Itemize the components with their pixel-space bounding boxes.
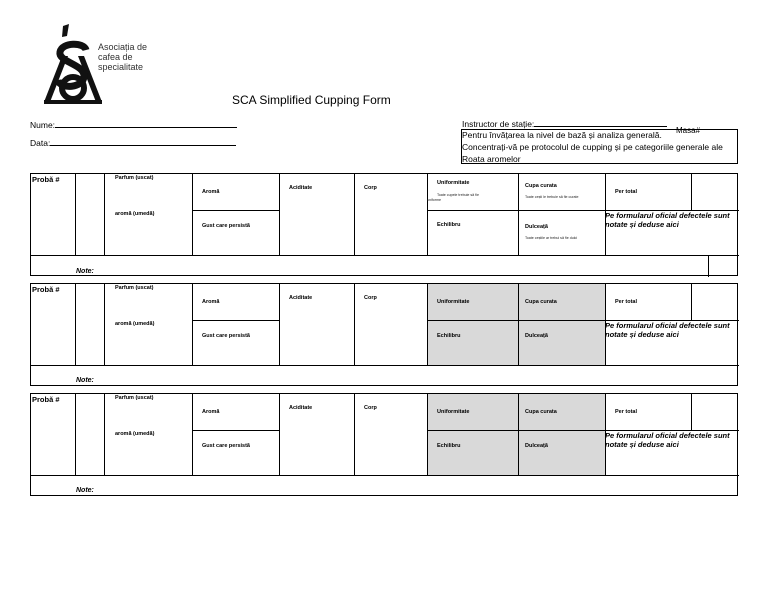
aciditate-label: Aciditate <box>289 295 313 301</box>
masa-label: Masa# <box>676 126 701 135</box>
table-vertical-rule <box>75 174 76 255</box>
logo-line-2: cafea de <box>98 52 133 62</box>
logo-text <box>98 42 147 72</box>
table-horizontal-rule <box>31 365 739 366</box>
instruction-line-3: Roata aromelor <box>462 154 521 164</box>
table-vertical-rule <box>518 174 519 255</box>
instruction-line-2: Concentrați-vă pe protocolul de cupping și pe categoriile generale ale <box>462 142 723 152</box>
table-vertical-rule <box>691 394 692 430</box>
instruction-line-1: Pentru învățarea la nivel de bază și analiza generală. <box>462 130 662 140</box>
table-vertical-rule <box>104 394 105 475</box>
table-vertical-rule <box>279 174 280 255</box>
aroma-label: Aromă <box>202 409 220 415</box>
table-vertical-rule <box>279 284 280 365</box>
shaded-cells <box>428 284 605 365</box>
instructions-text <box>462 129 723 165</box>
uniformitate-label: Uniformitate <box>437 409 470 415</box>
aroma-umeda-label: aromă (umedă) <box>115 431 155 437</box>
dulceata-label: Dulceață <box>525 224 548 230</box>
cupa-curata-label: Cupa curata <box>525 299 557 305</box>
name-line <box>55 119 237 128</box>
corp-label: Corp <box>364 185 377 191</box>
table-vertical-rule <box>427 394 428 475</box>
table-vertical-rule <box>427 284 428 365</box>
gust-label: Gust care persistă <box>202 223 250 229</box>
parfum-label: Parfum (uscat) <box>115 395 154 401</box>
logo-line-3: specialitate <box>98 62 144 72</box>
uniformitate-label: Uniformitate <box>437 299 470 305</box>
table-horizontal-rule <box>31 255 739 256</box>
note-label: Note: <box>76 487 94 494</box>
echilibru-label: Echilibru <box>437 222 461 228</box>
date-line <box>50 137 236 146</box>
parfum-label: Parfum (uscat) <box>115 285 154 291</box>
table-horizontal-rule <box>31 475 739 476</box>
table-vertical-rule <box>192 394 193 475</box>
per-total-label: Per total <box>615 189 638 195</box>
dulceata-label: Dulceață <box>525 333 548 339</box>
page-title: SCA Simplified Cupping Form <box>232 93 391 107</box>
uniformitate-note: Toate cupele trebuie să fie <box>437 193 479 197</box>
table-horizontal-rule <box>192 210 279 211</box>
uniformitate-label: Uniformitate <box>437 180 470 186</box>
table-vertical-rule <box>354 394 355 475</box>
corp-label: Corp <box>364 405 377 411</box>
per-total-label: Per total <box>615 409 638 415</box>
table-vertical-rule <box>192 174 193 255</box>
dulceata-note: Toate ceștile ar trebui să fie dulci <box>525 236 578 240</box>
sample-block-3 <box>30 393 738 496</box>
note-label: Note: <box>76 268 94 275</box>
cupa-curata-label: Cupa curata <box>525 183 557 189</box>
instructor-field[interactable] <box>462 118 667 129</box>
aroma-umeda-label: aromă (umedă) <box>115 321 155 327</box>
proba-label: Probă # <box>32 395 60 404</box>
defects-note: Pe formularul oficial defectele sunt notate și deduse aici <box>605 321 730 339</box>
instructor-line <box>534 118 667 127</box>
table-vertical-rule <box>75 284 76 365</box>
aroma-label: Aromă <box>202 189 220 195</box>
sample-block-2 <box>30 283 738 386</box>
aciditate-label: Aciditate <box>289 185 313 191</box>
table-vertical-rule <box>104 284 105 365</box>
uniformitate-note-2: uniforme <box>427 198 441 202</box>
dulceata-label: Dulceață <box>525 443 548 449</box>
defects-note: Pe formularul oficial defectele sunt notate și deduse aici <box>605 431 730 449</box>
table-horizontal-rule <box>192 430 279 431</box>
table-vertical-rule <box>192 284 193 365</box>
table-vertical-rule <box>518 394 519 475</box>
parfum-label: Parfum (uscat) <box>115 175 154 181</box>
gust-label: Gust care persistă <box>202 333 250 339</box>
table-vertical-rule <box>518 284 519 365</box>
aciditate-label: Aciditate <box>289 405 313 411</box>
cupa-curata-note: Toate cești le trebuie să fie curate <box>525 195 579 199</box>
table-vertical-rule <box>279 394 280 475</box>
table-vertical-rule <box>427 174 428 255</box>
table-vertical-rule <box>354 174 355 255</box>
sample-block-1 <box>30 173 738 276</box>
sca-logo <box>38 22 162 106</box>
table-vertical-rule <box>75 394 76 475</box>
aroma-umeda-label: aromă (umedă) <box>115 211 155 217</box>
instructor-label: Instructor de stație: <box>462 119 535 129</box>
table-vertical-rule <box>104 174 105 255</box>
name-field[interactable] <box>30 119 237 130</box>
gust-label: Gust care persistă <box>202 443 250 449</box>
table-vertical-rule <box>691 284 692 320</box>
table-vertical-rule <box>354 284 355 365</box>
aroma-label: Aromă <box>202 299 220 305</box>
per-total-label: Per total <box>615 299 638 305</box>
shaded-cells <box>428 394 605 475</box>
corp-label: Corp <box>364 295 377 301</box>
cupa-curata-label: Cupa curata <box>525 409 557 415</box>
proba-label: Probă # <box>32 175 60 184</box>
defects-note: Pe formularul oficial defectele sunt notate și deduse aici <box>605 211 730 229</box>
note-label: Note: <box>76 377 94 384</box>
table-horizontal-rule <box>192 320 279 321</box>
name-label: Nume: <box>30 120 56 130</box>
date-field[interactable] <box>30 137 236 148</box>
logo-line-1: Asociația de <box>98 42 148 52</box>
date-label: Data: <box>30 138 51 148</box>
table-vertical-rule <box>708 255 709 277</box>
echilibru-label: Echilibru <box>437 443 461 449</box>
proba-label: Probă # <box>32 285 60 294</box>
echilibru-label: Echilibru <box>437 333 461 339</box>
table-vertical-rule <box>691 174 692 210</box>
